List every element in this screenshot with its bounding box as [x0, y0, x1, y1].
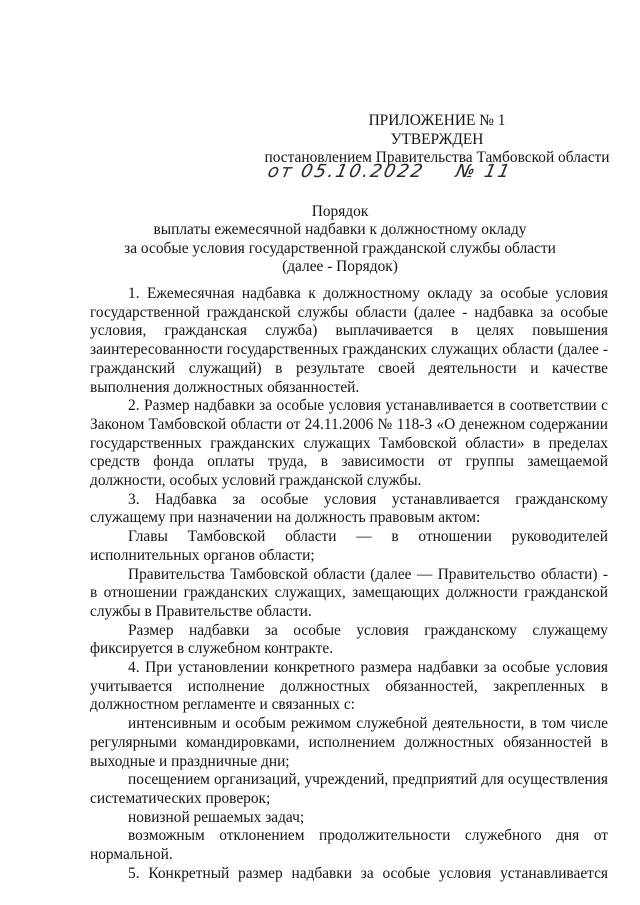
paragraph-3-contract: Размер надбавки за особые условия гражданскому служащему фиксируется в служебном контракте.	[90, 621, 608, 658]
handwritten-number: № 11	[454, 161, 514, 182]
paragraph-4: 4. При установлении конкретного размера надбавки за особые условия учитывается исполнение должностных обязанностей, закрепленных в должностном регламенте и связанных с:	[90, 659, 608, 714]
paragraph-3-government: Правительства Тамбовской области (далее — Правительство области) - в отношении гражданских служащих, замещающих должности гражданской службы в Правительстве области.	[90, 565, 608, 620]
document-body	[90, 285, 608, 883]
title-line-2: выплаты ежемесячной надбавки к должностному окладу	[153, 221, 527, 238]
paragraph-4-inspections: посещением организаций, учреждений, предприятий для осуществления систематических проверок;	[90, 771, 608, 807]
handwritten-date: от 05.10.2022	[265, 161, 427, 182]
paragraph-2: 2. Размер надбавки за особые условия устанавливается в соответствии с Законом Тамбовской области от 24.11.2006 № 118-З «О денежном содержании государственных гражданских служащих Тамбовской области» в пределах средств фонда оплаты труда, в зависимости от группы замещаемой должности, особых условий гражданской службы.	[90, 397, 608, 490]
paragraph-5: 5. Конкретный размер надбавки за особые условия устанавливается	[128, 864, 608, 882]
document-title: Порядок	[311, 203, 369, 220]
title-line-4: (далее - Порядок)	[282, 258, 398, 275]
paragraph-4-workday: возможным отклонением продолжительности служебного дня от нормальной.	[90, 827, 608, 864]
paragraph-4-novelty: новизной решаемых задач;	[128, 808, 305, 826]
paragraph-4-intensive: интенсивным и особым режимом служебной деятельности, в том числе регулярными командировками, исполнением должностных обязанностей в выходные и праздничные дни;	[90, 715, 608, 770]
paragraph-3-governor: Главы Тамбовской области — в отношении руководителей исполнительных органов области;	[90, 528, 608, 564]
appendix-label: ПРИЛОЖЕНИЕ № 1	[368, 112, 506, 129]
resolution-label: постановлением Правительства Тамбовской области	[264, 149, 610, 166]
approved-label: УТВЕРЖДЕН	[390, 131, 484, 148]
handwritten-signature-line	[265, 161, 528, 182]
paragraph-1: 1. Ежемесячная надбавка к должностному окладу за особые условия государственной гражданской службы области (далее - надбавка за особые условия, гражданская служба) выплачивается в целях повышения заинтересованности государственных гражданских служащих области (далее - гражданский служащий) в результате своей деятельности и качестве выполнения должностных обязанностей.	[90, 285, 608, 396]
paragraph-3: 3. Надбавка за особые условия устанавливается гражданскому служащему при назначении на должность правовым актом:	[90, 490, 608, 527]
title-line-3: за особые условия государственной гражданской службы области	[124, 240, 556, 257]
